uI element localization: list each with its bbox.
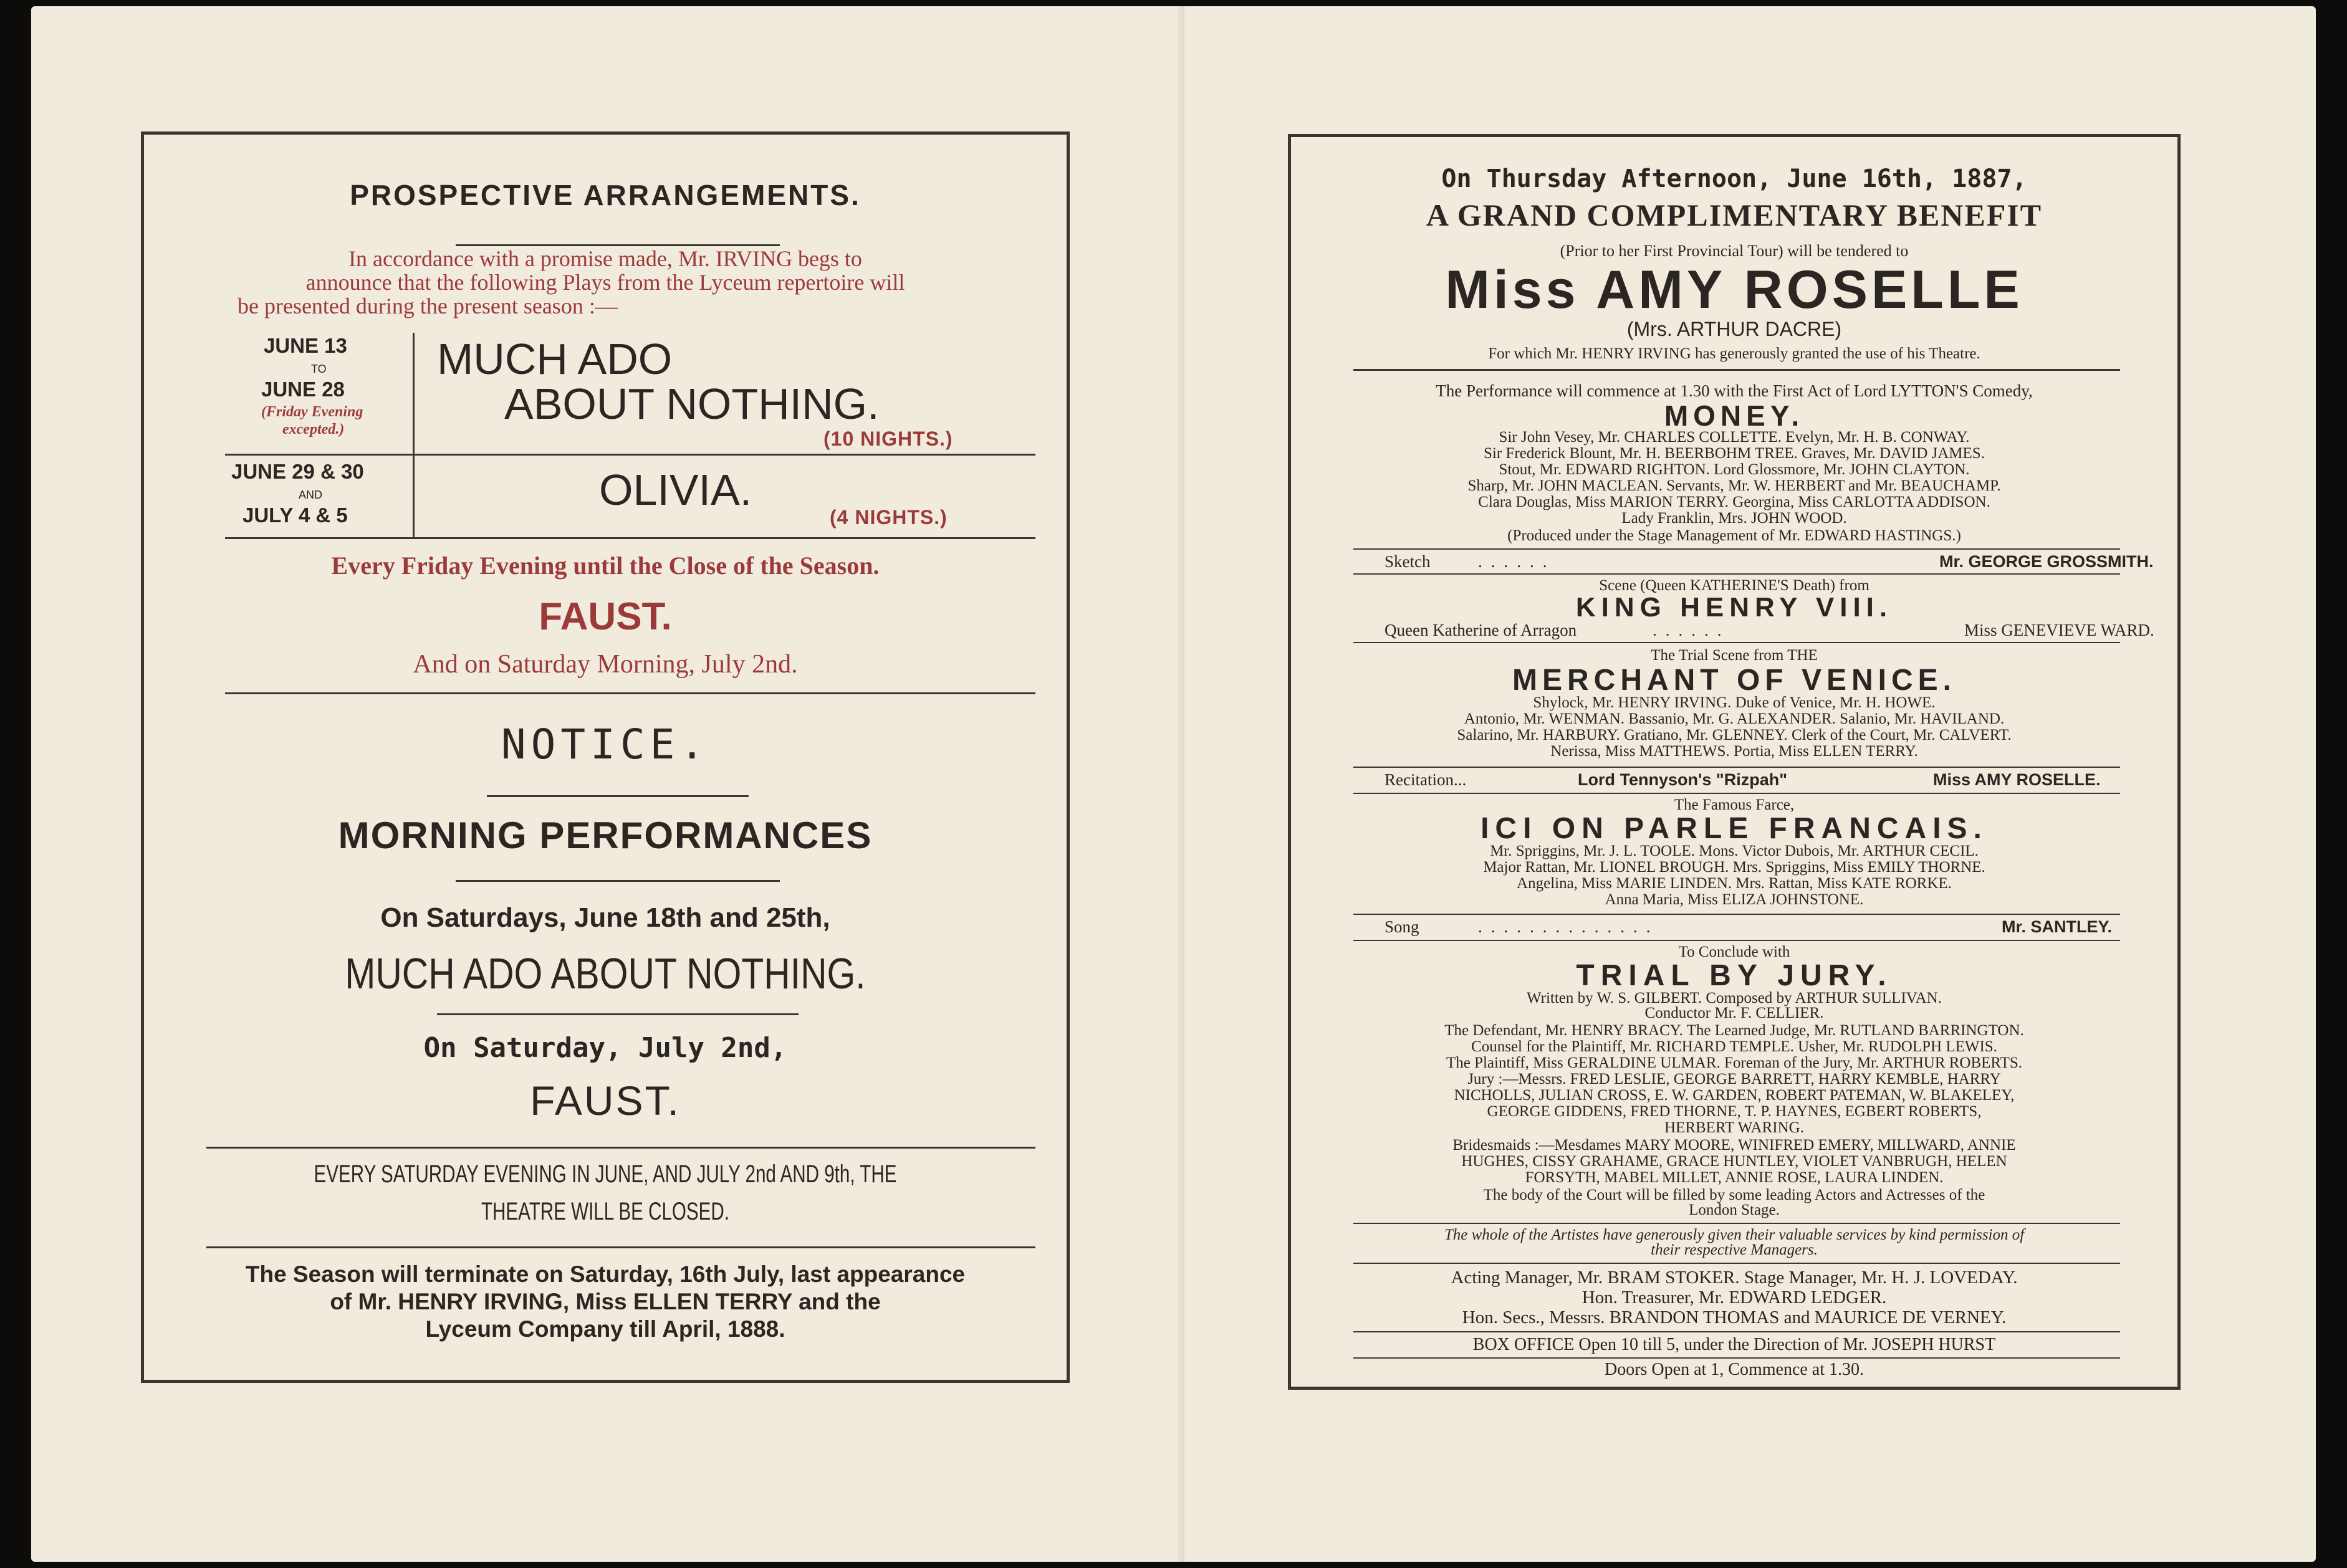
king-henry-title: KING HENRY VIII. <box>1575 592 1893 623</box>
trial-cast-5: NICHOLLS, JULIAN CROSS, E. W. GARDEN, ROBERT PATEMAN, W. BLAKELEY, <box>1454 1087 2015 1104</box>
friday-evening-line: Every Friday Evening until the Close of the Season. <box>331 552 880 580</box>
trial-scene-line: The Trial Scene from THE <box>1651 647 1818 664</box>
merchant-rule <box>1353 767 2120 768</box>
song-performer: Mr. SANTLEY. <box>2002 917 2113 936</box>
trial-cast-10: FORSYTH, MABEL MILLET, ANNIE ROSE, LAURA LINDEN. <box>1525 1169 1944 1186</box>
sketch-leader: ...... <box>1478 552 1556 571</box>
money-cast-6: Lady Franklin, Mrs. JOHN WOOD. <box>1621 510 1847 527</box>
play-much-ado-line-2: ABOUT NOTHING. <box>504 380 880 428</box>
ici-rule <box>1353 914 2120 915</box>
intro-line-2: announce that the following Plays from the Lyceum repertoire will <box>305 270 905 295</box>
money-cast-5: Clara Douglas, Miss MARION TERRY. Georgina, Miss CARLOTTA ADDISON. <box>1478 494 1990 510</box>
play-olivia: OLIVIA. <box>599 466 752 514</box>
trial-cast-1: The Defendant, Mr. HENRY BRACY. The Learned Judge, Mr. RUTLAND BARRINGTON. <box>1444 1022 2024 1039</box>
staff-line-3: Hon. Secs., Messrs. BRANDON THOMAS and MAURICE DE VERNEY. <box>1462 1307 2007 1327</box>
money-cast-1: Sir John Vesey, Mr. CHARLES COLLETTE. Evelyn, Mr. H. B. CONWAY. <box>1499 429 1970 446</box>
faust-title-2: FAUST. <box>530 1078 681 1124</box>
ici-cast-1: Mr. Spriggins, Mr. J. L. TOOLE. Mons. Victor Dubois, Mr. ARTHUR CECIL. <box>1490 843 1979 859</box>
grand-benefit-title: A GRAND COMPLIMENTARY BENEFIT <box>1426 198 2043 232</box>
theatre-granted-line: For which Mr. HENRY IRVING has generously granted the use of his Theatre. <box>1488 345 1980 362</box>
recitation-performer: Miss AMY ROSELLE. <box>1933 770 2101 789</box>
provincial-tour-line: (Prior to her First Provincial Tour) will be tendered to <box>1560 242 1909 260</box>
schedule-note-1: (Friday Evening <box>261 404 363 420</box>
box-office-rule <box>1353 1357 2120 1359</box>
artistes-line-1: The whole of the Artistes have generously given their valuable services by kind permission of <box>1444 1226 2025 1243</box>
trial-cast-3: The Plaintiff, Miss GERALDINE ULMAR. Foreman of the Jury, Mr. ARTHUR ROBERTS. <box>1446 1054 2023 1071</box>
ici-cast-2: Major Rattan, Mr. LIONEL BROUGH. Mrs. Spriggins, Miss EMILY THORNE. <box>1483 859 1985 876</box>
play-much-ado-line-1: MUCH ADO <box>437 335 673 383</box>
conclude-line: To Conclude with <box>1678 944 1790 960</box>
morning-rule <box>456 880 780 882</box>
recitation-piece: Lord Tennyson's "Rizpah" <box>1578 770 1788 789</box>
merchant-cast-1: Shylock, Mr. HENRY IRVING. Duke of Venice, Mr. H. HOWE. <box>1533 694 1936 711</box>
scene-from-line: Scene (Queen KATHERINE'S Death) from <box>1599 577 1869 594</box>
prospective-heading: PROSPECTIVE ARRANGEMENTS. <box>350 179 861 211</box>
merchant-cast-4: Nerissa, Miss MATTHEWS. Portia, Miss ELLEN TERRY. <box>1550 743 1918 760</box>
money-cast-7: (Produced under the Stage Management of Mr. EDWARD HASTINGS.) <box>1507 527 1961 544</box>
closed-rule-top <box>206 1147 1035 1149</box>
amy-roselle-name: Miss AMY ROSELLE <box>1445 260 2023 320</box>
theatre-closed-line-1: EVERY SATURDAY EVENING IN JUNE, AND JULY 2nd AND 9th, THE <box>314 1160 897 1188</box>
box-office-line: BOX OFFICE Open 10 till 5, under the Direction of Mr. JOSEPH HURST <box>1472 1335 1996 1354</box>
merchant-title: MERCHANT OF VENICE. <box>1512 664 1956 697</box>
song-leader: .............. <box>1478 917 1659 936</box>
season-line-3: Lyceum Company till April, 1888. <box>425 1316 785 1342</box>
sketch-label: Sketch <box>1385 552 1431 571</box>
sketch-rule <box>1353 573 2120 575</box>
katherine-performer: Miss GENEVIEVE WARD. <box>1964 621 2154 639</box>
staff-line-1: Acting Manager, Mr. BRAM STOKER. Stage Manager, Mr. H. J. LOVEDAY. <box>1451 1268 2018 1288</box>
money-title: MONEY. <box>1664 399 1805 432</box>
recitation-label: Recitation... <box>1385 770 1467 789</box>
left-page-border <box>141 131 1070 1383</box>
schedule-rule-1 <box>225 454 1035 456</box>
benefit-date-line: On Thursday Afternoon, June 16th, 1887, <box>1441 165 2027 193</box>
intro-line-1: In accordance with a promise made, Mr. IRVING begs to <box>348 246 862 271</box>
staff-rule <box>1353 1331 2120 1332</box>
doors-open-line: Doors Open at 1, Commence at 1.30. <box>1604 1360 1865 1379</box>
notice-heading: NOTICE. <box>501 720 710 768</box>
trial-cast-4: Jury :—Messrs. FRED LESLIE, GEORGE BARRETT, HARRY KEMBLE, HARRY <box>1467 1071 2001 1088</box>
ici-on-parle-title: ICI ON PARLE FRANCAIS. <box>1481 812 1988 845</box>
katherine-role: Queen Katherine of Arragon <box>1385 621 1577 639</box>
much-ado-title: MUCH ADO ABOUT NOTHING. <box>345 949 866 998</box>
morning-performances-heading: MORNING PERFORMANCES <box>338 815 873 856</box>
money-cast-4: Sharp, Mr. JOHN MACLEAN. Servants, Mr. W. HERBERT and Mr. BEAUCHAMP. <box>1467 477 2001 494</box>
staff-line-2: Hon. Treasurer, Mr. EDWARD LEDGER. <box>1581 1288 1887 1307</box>
saturday-july-line: On Saturday, July 2nd, <box>423 1032 787 1064</box>
closed-rule-bottom <box>206 1246 1035 1248</box>
schedule-date-end-2: JULY 4 & 5 <box>242 504 348 527</box>
trial-cast-11: The body of the Court will be filled by some leading Actors and Actresses of the <box>1483 1187 1985 1203</box>
saturdays-june-line: On Saturdays, June 18th and 25th, <box>380 902 830 933</box>
money-cast-3: Stout, Mr. EDWARD RIGHTON. Lord Glossmore, Mr. JOHN CLAYTON. <box>1499 461 1970 478</box>
faust-rule <box>225 692 1035 694</box>
season-line-1: The Season will terminate on Saturday, 16th July, last appearance <box>245 1261 966 1287</box>
trial-cast-2: Counsel for the Plaintiff, Mr. RICHARD TEMPLE. Usher, Mr. RUDOLPH LEWIS. <box>1471 1038 1997 1055</box>
notice-rule <box>487 795 749 797</box>
saturday-morning-line: And on Saturday Morning, July 2nd. <box>413 650 798 679</box>
ici-cast-3: Angelina, Miss MARIE LINDEN. Mrs. Rattan, Miss KATE RORKE. <box>1517 875 1952 892</box>
schedule-date-start: JUNE 13 <box>264 334 347 357</box>
ici-cast-4: Anna Maria, Miss ELIZA JOHNSTONE. <box>1605 891 1864 908</box>
right-page-border <box>1288 134 2181 1390</box>
intro-line-3: be presented during the present season :— <box>238 294 618 318</box>
katherine-leader: ...... <box>1653 621 1730 639</box>
schedule-divider <box>413 333 415 538</box>
schedule-rule-2 <box>225 537 1035 539</box>
trial-rule <box>1353 1223 2120 1224</box>
performance-commence-line: The Performance will commence at 1.30 with the First Act of Lord LYTTON'S Comedy, <box>1436 381 2033 400</box>
theatre-closed-line-2: THEATRE WILL BE CLOSED. <box>481 1198 730 1225</box>
faust-title: FAUST. <box>539 595 672 638</box>
merchant-cast-3: Salarino, Mr. HARBURY. Gratiano, Mr. GLENNEY. Clerk of the Court, Mr. CALVERT. <box>1457 727 2012 743</box>
schedule-date-start-2: JUNE 29 & 30 <box>231 460 364 483</box>
trial-cast-8: Bridesmaids :—Mesdames MARY MOORE, WINIFRED EMERY, MILLWARD, ANNIE <box>1452 1137 2016 1154</box>
schedule-note-2: excepted.) <box>282 421 345 437</box>
sketch-performer: Mr. GEORGE GROSSMITH. <box>1939 552 2154 571</box>
granted-rule <box>1353 369 2120 371</box>
famous-farce-line: The Famous Farce, <box>1674 796 1795 813</box>
trial-by-jury-title: TRIAL BY JURY. <box>1576 959 1893 992</box>
trial-cast-6: GEORGE GIDDENS, FRED THORNE, T. P. HAYNES, EGBERT ROBERTS, <box>1487 1103 1982 1120</box>
artistes-line-2: their respective Managers. <box>1651 1241 1818 1258</box>
recitation-rule <box>1353 793 2120 794</box>
trial-cast-7: HERBERT WARING. <box>1664 1119 1804 1136</box>
schedule-and: AND <box>299 489 323 501</box>
artistes-rule <box>1353 1263 2120 1264</box>
henry-rule <box>1353 642 2120 643</box>
money-cast-2: Sir Frederick Blount, Mr. H. BEERBOHM TREE. Graves, Mr. DAVID JAMES. <box>1484 445 1985 462</box>
nights-count-1: (10 NIGHTS.) <box>823 428 953 450</box>
much-ado-rule <box>437 1013 799 1015</box>
schedule-to: TO <box>311 363 327 375</box>
trial-cast-12: London Stage. <box>1689 1202 1780 1218</box>
schedule-date-end: JUNE 28 <box>261 378 345 401</box>
song-label: Song <box>1385 917 1419 936</box>
nights-count-2: (4 NIGHTS.) <box>830 506 948 528</box>
season-line-2: of Mr. HENRY IRVING, Miss ELLEN TERRY and the <box>330 1289 881 1314</box>
mrs-arthur-dacre: (Mrs. ARTHUR DACRE) <box>1626 318 1842 340</box>
trial-credits-1: Written by W. S. GILBERT. Composed by ARTHUR SULLIVAN. <box>1527 990 1942 1006</box>
money-rule <box>1353 548 2120 550</box>
merchant-cast-2: Antonio, Mr. WENMAN. Bassanio, Mr. G. ALEXANDER. Salanio, Mr. HAVILAND. <box>1464 710 2005 727</box>
trial-cast-9: HUGHES, CISSY GRAHAME, GRACE HUNTLEY, VIOLET VANBRUGH, HELEN <box>1461 1153 2007 1170</box>
trial-credits-2: Conductor Mr. F. CELLIER. <box>1644 1005 1824 1021</box>
song-rule <box>1353 940 2120 941</box>
